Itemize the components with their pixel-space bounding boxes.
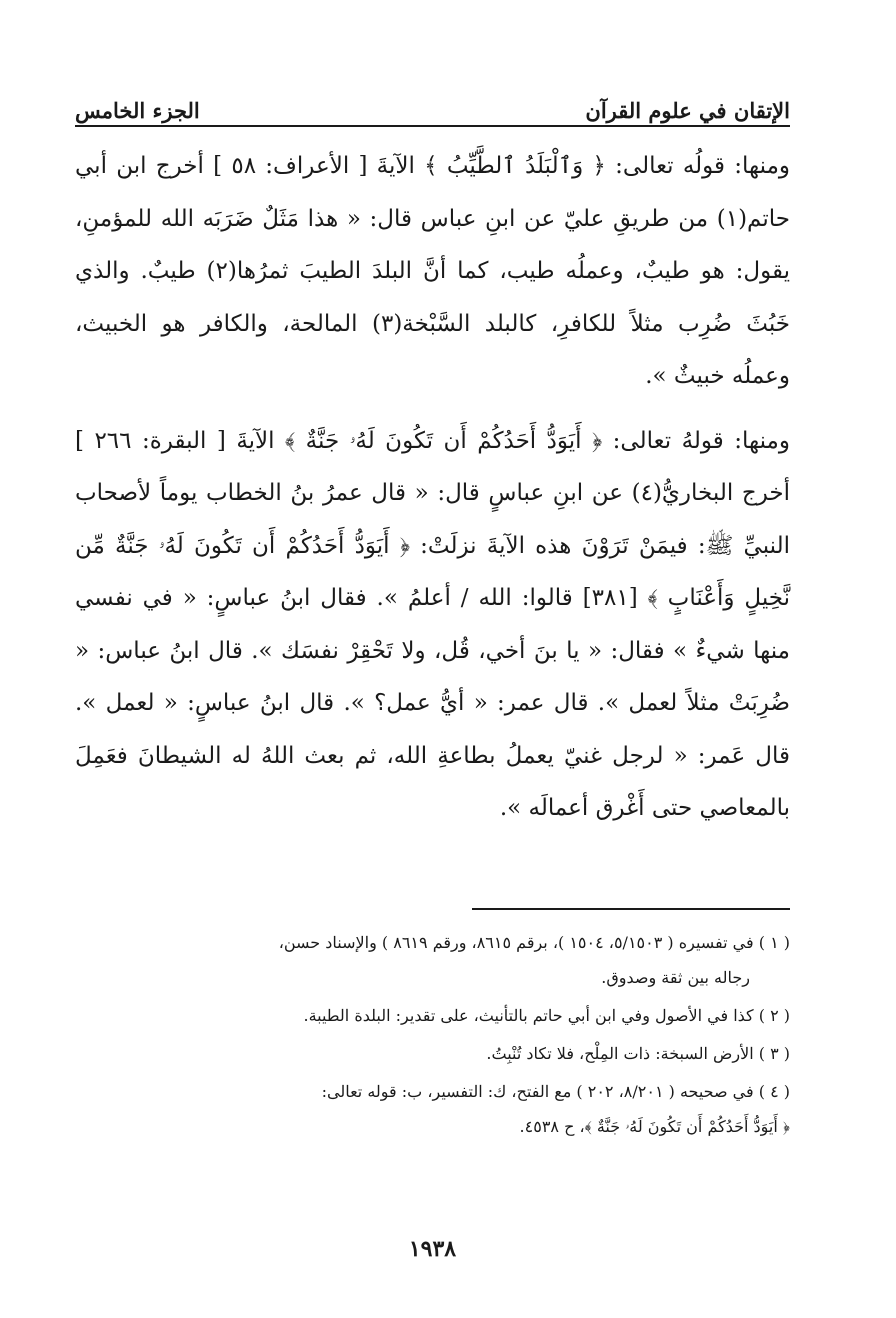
main-text <box>75 140 790 835</box>
footnote-1: ( ١ ) في تفسيره ( ٥/١٥٠٣، ١٥٠٤ )، برقم ٨٦١٥، ورقم ٨٦١٩ ) والإسناد حسن، <box>278 933 790 952</box>
footnotes <box>75 925 790 1147</box>
footnote-3: ( ٣ ) الأرض السبخة: ذات المِلْح، فلا تكاد تُنْبِتُ. <box>486 1044 790 1063</box>
paragraph: ومنها: قولُه تعالى: ﴿ وَٱلْبَلَدُ ٱلطَّيِّبُ ﴾ الآيةَ [ الأعراف: ٥٨ ] أخرج ابن أبي حاتم(١) من طريقِ عليّ عن ابنِ عباس قال: « هذا مَثَلٌ ضَرَبَه الله للمؤمنِ، يقول: هو طيبٌ، وعملُه طيب، كما أنَّ البلدَ الطيبَ ثمرُها(٢) طيبٌ. والذي خَبُثَ ضُرِب مثلاً للكافرِ، كالبلد السَّبْخة(٣) المالحة، والكافر هو الخبيث، وعملُه خبيثٌ ». <box>75 153 790 389</box>
footnote-2: ( ٢ ) كذا في الأصول وفي ابن أبي حاتم بالتأنيث، على تقدير: البلدة الطيبة. <box>303 1006 790 1025</box>
footnote-4: ( ٤ ) في صحيحه ( ٨/٢٠١، ٢٠٢ ) مع الفتح، ك: التفسير، ب: قوله تعالى: <box>321 1082 790 1101</box>
book-title: الإتقان في علوم القرآن <box>585 98 790 123</box>
running-header <box>75 83 790 123</box>
footnote-4-continuation: ﴿ أَيَوَدُّ أَحَدُكُمْ أَن تَكُونَ لَهُۥ جَنَّةٌ ﴾، ح ٤٥٣٨. <box>519 1117 790 1136</box>
paragraph: ومنها: قولهُ تعالى: ﴿ أَيَوَدُّ أَحَدُكُمْ أَن تَكُونَ لَهُۥ جَنَّةٌ ﴾ الآيةَ [ البقرة: ٢٦٦ ] أخرج البخاريُّ(٤) عن ابنِ عباسٍ قال: « قال عمرُ بنُ الخطاب يوماً لأصحاب النبيِّ ﷺ: فيمَنْ تَرَوْنَ هذه الآيةَ نزلَتْ: ﴿ أَيَوَدُّ أَحَدُكُمْ أَن تَكُونَ لَهُۥ جَنَّةٌ مِّن نَّخِيلٍ وَأَعْنَابٍ ﴾ [٣٨١] قالوا: الله / أعلمُ ». فقال ابنُ عباسٍ: « في نفسي منها شيءٌ » فقال: « يا بنَ أخي، قُل، ولا تَحْقِرْ نفسَك ». قال ابنُ عباس: « ضُرِبَتْ مثلاً لعمل ». قال عمر: « أيُّ عمل؟ ». قال ابنُ عباسٍ: « لعمل ». قال عَمر: « لرجل غنيّ يعملُ بطاعةِ الله، ثم بعث اللهُ له الشيطانَ فعَمِلَ بالمعاصي حتى أَغْرق أعمالَه ». <box>75 427 791 821</box>
footnote-rule <box>472 908 790 910</box>
header-rule <box>75 125 790 127</box>
footnote-1-continuation: رجاله بين ثقة وصدوق. <box>601 968 750 987</box>
book-page <box>75 0 790 1318</box>
part-label: الجزء الخامس <box>75 98 200 123</box>
page-number: ١٩٣٨ <box>408 1236 457 1262</box>
